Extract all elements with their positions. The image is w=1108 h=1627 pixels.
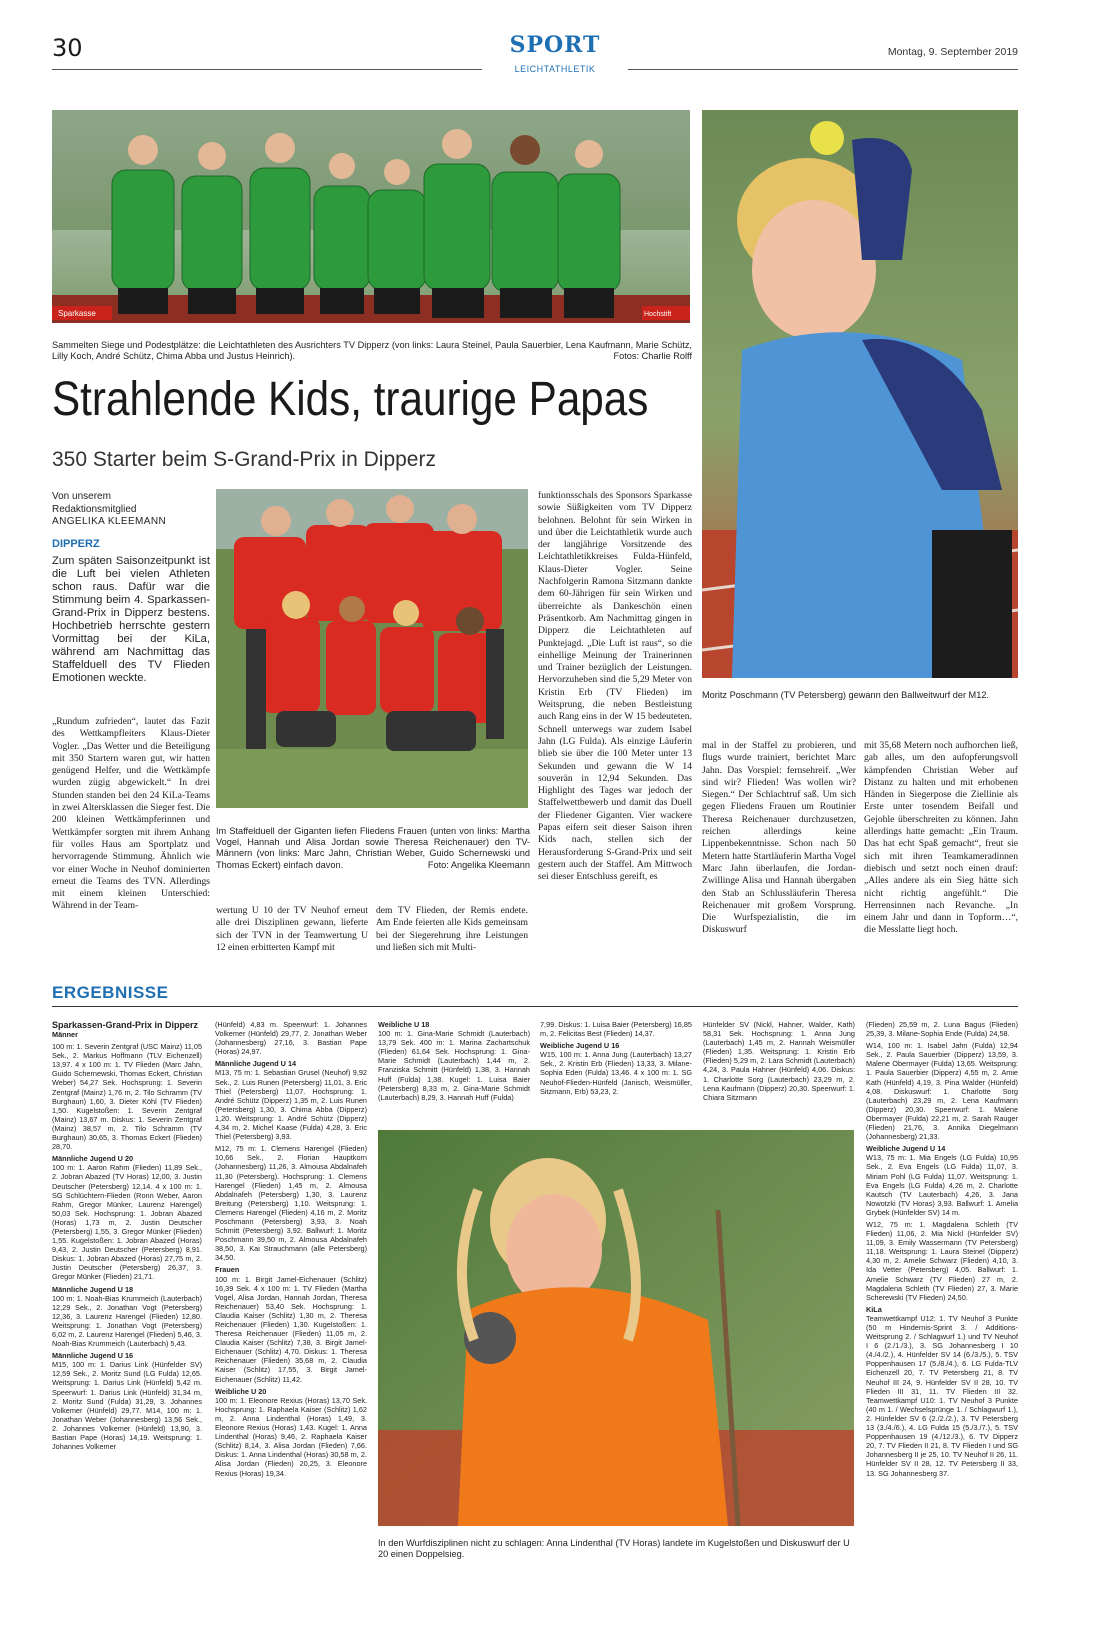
results-head: Frauen (215, 1265, 240, 1275)
results-col6 (866, 1020, 1018, 1560)
results-col1-block (52, 1042, 202, 1151)
byline-author: ANGELIKA KLEEMANN (52, 516, 167, 527)
byline (52, 491, 212, 529)
results-text: M12, 75 m: 1. Clemens Harengel (Flieden) 10,66 Sek., 2. Florian Hauptkorn (Johannesberg) 11,26, 3. Almousa Abdalnafeh 11,30 (Petersberg). Hochsprung: 1. Clemens Harengel (Flieden) 1,45 m, 2. Almousa Abdalnafeh (Petersberg) 1,30, 3. Laurenz Breitung (Petersberg) 1,10. Weitsprung: 1. Clemens Harengel (Flieden) 4,16 m, 2. Moritz Poschmann (Petersberg) 3,93, 3. Noah Schmitt (Petersberg) 3,92. Ballwurf: 1. Moritz Poschmann 39,50 m, 2. Almousa Abdalnafeh 38,50, 3. Kai Strauchmann (alle Petersberg) 34,50. (215, 1144, 367, 1263)
results-col4-block (540, 1020, 692, 1038)
results-text: W14, 100 m: 1. Isabel Jahn (Fulda) 12,94 Sek., 2. Paula Sauerbier (Dipperz) 13,59, 3. Malene Obermayer (Fulda) 13,65. Weitsprung: 1. Paula Sauerbier (Dipperz) 4,55 m, 2. Amie Kath (Hünfeld) 4,19, 3. Pina Walder (Hünfeld) 4,08. Diskuswurf: 1. Charlotte Sorg (Lauterbach) 23,29 m, 2. Lena Kaufmann (Dipperz) 20,30. Speerwurf: 1. Malene Obermayer (Fulda) 22,21 m, 2. Sarah Rauger (Flieden) 21,76, 3. Annika Diegelmann (Johannesberg) 21,33. (866, 1041, 1018, 1142)
results-head: Männliche Jugend U 18 (52, 1284, 134, 1294)
photo-staffel-image (216, 489, 528, 808)
results-col3 (378, 1020, 530, 1120)
results-col6-block (866, 1305, 1018, 1478)
results-text: (Flieden) 25,59 m, 2. Luna Bagus (Flieden) 25,39, 3. Milane-Sophia Ende (Fulda) 24,58. (866, 1020, 1018, 1039)
article-col2-body: wertung U 10 der TV Neuhof erneut alle drei Disziplinen gewann, lieferte sich der TVN in der Teamwertung U 12 einen erbitterten Kampf mit (216, 905, 368, 953)
dateline: DIPPERZ (52, 538, 100, 550)
photo-shot-put (378, 1130, 854, 1526)
results-col2-block (215, 1059, 367, 1141)
article-headline: Strahlende Kids, traurige Papas (52, 373, 649, 426)
page-number: 30 (52, 34, 83, 62)
results-text: W13, 75 m: 1. Mia Engels (LG Fulda) 10,95 Sek., 2. Eva Engels (LG Fulda) 11,07, 3. Miriam Pohl (LG Fulda) 11,07. Weitsprung: 1. Eva Engels (LG Fulda) 4,26 m, 2. Charlotte Kautsch (TV Lauterbach) 4,26, 3. Jana Nowotzki (TV Horas) 3,93. Ballwurf: 1. Amelia Grybek (Hünfelder SV) 14 m. (866, 1153, 1018, 1217)
results-col1-block (52, 1020, 202, 1039)
article-col4-body: funktionsschals des Sponsors Sparkasse sowie Süßigkeiten vom TV Dipperz belohnen. Belohnt für sein Wirken in und über die Leichtathletik wurde auch der langjährige Vorsitzende des Leichtathletikkreises Fulda-Hünfeld, Klaus-Dieter Vogler. Seine Nachfolgerin Ramona Sitzmann dankte dem 60-Jährigen für sein Wirken und überreichte als Dankeschön einen Präsentkorb. Am Nachmittag gingen in Dipperz die Leichtathleten auf Punktejagd. „Die Luft ist raus“, so die einhellige Meinung der Trainerinnen und Trainer bezüglich der Leistungen. Hervorzuheben sind die 5,29 Meter von Kristin Erb (TV Flieden) im Weitsprung, die neben Bestleistung auch Rang eins in der W 15 bedeuteten. Schnell unterwegs war zudem Isabel Jahn (LG Fulda). Als einzige Läuferin blieb sie über die 100 Meter unter 13 Sekunden und gewann die W 14 souverän in 12,94 Sekunden. Das Highlight des Tages war jedoch der Staffelwettbewerb und damit das Duell der Fliedener Giganten. Vier wackere Papas eifern seit dieser Saison ihren Kids nach, stellen sich der Herausforderung S-Grand-Prix und seit gestern auch der Staffel. Am Mittwoch sei dieser Entschluss gereift, es (538, 490, 692, 883)
results-col2 (215, 1020, 367, 1560)
photo-staffel-credit: Foto: Angelika Kleemann (427, 859, 530, 870)
results-text: M15, 100 m: 1. Darius Link (Hünfelder SV) 12,59 Sek., 2. Moritz Sund (LG Fulda) 12,65. Weitsprung: 1. Darius Link (Hünfeld) 5,42 m. Speerwurf: 1. Darius Link (Hünfeld) 31,34 m, 2. Moritz Sund (Fulda) 31,29, 3. Johannes Volkemer (Hünfeld) 29,77. M14, 100 m: 1. Jonathan Weber (Johannesberg) 13,56 Sek., 2. Johannes Volkemer (Hünfeld) 13,90, 3. Bastian Pape (Horas) 14,19. Weitsprung: 1. Johannes Volkemer (52, 1360, 202, 1452)
results-text: Hünfelder SV (Nickl, Hahner, Walder, Kath) 58,31 Sek. Hochsprung: 1. Anna Jung (Lauterbach) 1,45 m, 2. Hannah Weismüller (Flieden) 1,35. Weitsprung: 1. Kristin Erb (Flieden) 5,29 m, 2. Lara Schmidt (Lauterbach) 4,24, 3. Paula Hahner (Hünfeld) 4,06. Diskus: 1. Charlotte Sorg (Lauterbach) 23,29 m, 2. Lena Kaufmann (Dipperz) 20,30. Speerwurf: 1. Chiara Sitzmann (703, 1020, 855, 1102)
results-head: Weibliche Jugend U 16 (540, 1041, 620, 1051)
results-text: 100 m: 1. Severin Zentgraf (USC Mainz) 11,05 Sek., 2. Markus Hoffmann (TLV Eichenzell) 13,97. 4 x 100 m: 1. TV Flieden (Marc Jahn, Guido Schernewski, Thomas Eckert, Christian Weber) 54,27 Sek. Hochsprung: 1. Severin Zentgraf (Mainz) 1,76 m, 2. Tilo Schramm (TV Burghaun) 1,60, 3. Dieter Köhl (TV Flieden) 1,50. Kugelstoßen: 1. Severin Zentgraf (Mainz) 13,67 m. Diskus: 1. Severin Zentgraf (Mainz) 38,57 m, 2. Tilo Schramm (TV Burghaun) 30,65, 3. Thomas Eckert (Flieden) 28,70. (52, 1042, 202, 1152)
article-col5-body: mal in der Staffel zu probieren, und flugs wurde trainiert, berichtet Marc Jahn. Das Vorspiel: fernsehreif. „Wer sind wir? Flieden! Was wollen wir? Siegen.“ Der Schlachtruf saß. Um sich gegen Fliedens Frauen um Routinier Theresa Reichenauer durchzusetzen, reichen allerdings keine Lippenbekenntnisse. Schon nach 50 Metern hatte Startläuferin Martha Vogel Marc Jahn überlaufen, die Jordan-Zwillinge Alisa und Hannah übergaben den Stab an Schlussläuferin Theresa Reichenauer mit großem Vorsprung. Die Wurfspezialistin, die im Diskuswurf (702, 740, 856, 936)
results-col6-block (866, 1144, 1018, 1217)
photo-top-caption-text: Sammelten Siege und Podestplätze: die Leichtathleten des Ausrichters TV Dipperz (von links: Laura Steinel, Paula Sauerbier, Lena Kaufmann, Marie Schütz, Lilly Koch, André Schütz, Chima Abba und Justus Heinrich). (52, 340, 692, 362)
photo-top-credit: Fotos: Charlie Rolff (613, 351, 692, 362)
results-text: 100 m: 1. Birgit Jamel-Eichenauer (Schlitz) 16,39 Sek. 4 x 100 m: 1. TV Flieden (Martha Vogel, Alisa Jordan, Hannah Jordan, Theresa Reichenauer) 53,40 Sek. Hochsprung: 1. Claudia Kaiser (Schlitz) 1,30 m, 2. Theresa Reichenauer (Flieden) 1,30. Kugelstoßen: 1. Theresa Reichenauer (Flieden) 11,05 m, 2. Claudia Kaiser (Schlitz) 7,38, 3. Birgit Jamel-Eichenauer (Schlitz) 4,70. Diskus: 1. Theresa Reichenauer (Flieden) 35,68 m, 2. Claudia Kaiser (Schlitz) 17,55, 3. Birgit Jamel-Eichenauer (Schlitz) 11,42. (215, 1274, 367, 1384)
results-col1-block (52, 1351, 202, 1451)
photo-team-dipperz-image (52, 110, 690, 323)
byline-line-1: Von unserem (52, 491, 111, 502)
results-col2-block (215, 1265, 367, 1383)
results-col5-block (703, 1020, 855, 1102)
results-col4-block (540, 1041, 692, 1096)
results-col3-block (378, 1020, 530, 1102)
subsection-title: LEICHTATHLETIK (514, 64, 596, 74)
results-head: Weibliche U 18 (378, 1020, 430, 1029)
article-col6-body: mit 35,68 Metern noch aufhorchen ließ, gab alles, um den aufopferungsvoll kämpfenden Christian Weber auf Distanz zu halten und mit erhobenen Händen in Siegerpose die Ziellinie als Erste unter tosendem Beifall und Gejohle überschreiten zu können. Jahn allerdings hatte gemacht: „Ein Traum. Das hat echt Spaß gemacht“, freut sie sich mit ihren Teamkameradinnen diebisch und setzt noch einen drauf: „Alles andere als ein Sieg hätte sich nicht richtig angefühlt.“ Die Herrensinnen nach Revanche. „In einem Jahr und dann in Topform…“, die Messlatte liegt hoch. (864, 740, 1018, 936)
photo-staffel (216, 489, 528, 808)
results-text: 7,99. Diskus: 1. Luisa Baier (Petersberg) 16,85 m, 2. Felicitas Best (Flieden) 14,37. (540, 1020, 692, 1039)
photo-shot-caption: In den Wurfdisziplinen nicht zu schlagen: Anna Lindenthal (TV Horas) landete im Kugelstoßen und Diskuswurf der U 20 einen Doppelsieg. (378, 1538, 850, 1560)
results-col2-block (215, 1144, 367, 1262)
results-text: 100 m: 1. Noah-Bias Krummeich (Lauterbach) 12,29 Sek., 2. Jonathan Vogt (Petersberg) 12,36, 3. Laurenz Harengel (Flieden) 12,80. Weitsprung: 1. Jonathan Vogt (Petersberg) 6,02 m, 2. Laurenz Harengel (Flieden) 5,46, 3. Noah-Bias Krummeich (Lauterbach) 5,43. (52, 1293, 202, 1349)
banner-right-text: Hochstift (644, 311, 672, 318)
results-text: 100 m: 1. Gina-Marie Schmidt (Lauterbach) 13,79 Sek. 400 m: 1. Marina Zachartschuk (Flieden) 61,64 Sek. Hochsprung: 1. Gina-Marie Schmidt (Lauterbach) 1,44 m, 2. Franziska Schmitt (Hünfeld) 1,38, 3. Hannah Huff (Fulda) 1,38. Kugel: 1. Luisa Baier (Petersberg) 8,33 m, 2. Gina-Marie Schmidt (Lauterbach) 8,29, 3. Hannah Huff (Fulda) (378, 1029, 530, 1102)
article-col3-body: dem TV Flieden, der Remis endete. Am Ende feierten alle Kids gemeinsam bei der Siegerehrung ihre Leistungen und ließen sich mit Multi- (376, 905, 528, 953)
results-text: W15, 100 m: 1. Anna Jung (Lauterbach) 13,27 Sek., 2. Kristin Erb (Flieden) 13,33, 3. Milane-Sophia Eden (Fulda) 13,46. 4 x 100 m: 1. SG Neuhof-Flieden-Hünfeld (Janisch, Weismüller, Sitzmann, Erb) 53,23, 2. (540, 1050, 692, 1096)
results-col6-block (866, 1020, 1018, 1038)
results-head: Weibliche Jugend U 14 (866, 1144, 946, 1154)
results-col2-block (215, 1387, 367, 1478)
results-col1-block (52, 1285, 202, 1349)
results-title: ERGEBNISSE (52, 983, 169, 1002)
photo-top-caption (52, 340, 692, 362)
photo-ball-caption: Moritz Poschmann (TV Petersberg) gewann den Ballweitwurf der M12. (702, 690, 989, 700)
article-subheadline: 350 Starter beim S-Grand-Prix in Dipperz (52, 448, 436, 471)
results-head: Männliche Jugend U 14 (215, 1059, 297, 1069)
results-col6-block (866, 1220, 1018, 1302)
results-text: (Hünfeld) 4,83 m. Speerwurf: 1. Johannes Volkemer (Hünfeld) 29,77, 2. Jonathan Weber (Johannesberg) 27,16, 3. Bastian Pape (Horas) 24,97. (215, 1020, 367, 1057)
results-col1-block (52, 1154, 202, 1281)
photo-team-dipperz (52, 110, 690, 323)
results-col1 (52, 1020, 202, 1560)
results-col4 (540, 1020, 692, 1120)
photo-staffel-caption (216, 826, 530, 871)
results-text: M13, 75 m: 1. Sebastian Grusel (Neuhof) 9,92 Sek., 2. Luis Runen (Petersberg) 11,01, 3. Eric Thiel (Petersberg) 11,07. Hochsprung: 1. André Schütz (Dipperz) 1,35 m, 2. Luis Runen (Petersberg) 1,30, 3. Chima Abba (Dipperz) 1,20. Weitsprung: 1. André Schütz (Dipperz) 4,34 m, 2. Michel Kaase (Fulda) 4,28, 3. Eric Thiel (Petersberg) 3,93. (215, 1068, 367, 1142)
results-text: Teamwettkampf U12: 1. TV Neuhof 3 Punkte (50 m Hindernis-Sprint 3. / Additions-Weitsprung 2. / Schlagwurf 1.) und TV Neuhof I 6 (2./1./3.), 3. SG Johannesberg I 10 (4./4./2.), 4. Hünfelder SV 14 (6./3./5.), 5. TSV Poppenhausen 17 (5./8./4.), 6. LG Fulda-TLV Eichenzell 20, 7. TV Petersberg 21, 8. TV Neuhof III 24, 9. Hünfelder SV II 28, 10. TV Flieden III 31, 11. TV Flieden III 32. Teamwettkampf U10: 1. TV Neuhof 3 Punkte (40 m 1. / Wechselsprünge 1. / Schlagwurf 1.), 2. Hünfelder SV 6 (2./2./2.), 3. TV Petersberg 13 (3./4./6.), 4. LG Fulda 15 (5./3./7.), 5. TSV Poppenhausen 19 (4./12./3.), 6. TV Dipperz 20, 7. TV Flieden II 21, 8. TV Flieden I und SG Johannesberg II je 25, 10. TV Neuhof II 26, 11. Hünfelder SV II 28, 12. TV Petersberg II 33, 13. SG Johannesberg 37. (866, 1313, 1018, 1478)
results-head: Sparkassen-Grand-Prix in Dipperz (52, 1020, 199, 1030)
results-col2-block (215, 1020, 367, 1056)
section-title: SPORT (509, 32, 601, 58)
article-col1-body: „Rundum zufrieden“, lautet das Fazit des Wettkampfleiters Klaus-Dieter Vogler. „Das Wetter und die Beteiligung mit 350 Startern waren gut, wir hatten genügend Helfer, und die Wettkämpfe wurden zügig abgewickelt.“ In drei Stunden standen bei den 24 KiLa-Teams in zwei Altersklassen die Sieger fest. Die 200 kleinen Wettkämpferinnen und Wettkämpfer sorgten mit ihrem Anhang für volles Haus am Sportplatz und hervorragende Stimmung. Ähnlich wie vor einer Woche in Neuhof dominierten erneut die Teams des TVN. Allerdings mit einem kleinen Unterschied: Während in der Team- (52, 716, 210, 912)
results-head: Weibliche U 20 (215, 1386, 267, 1396)
results-text: 100 m: 1. Aaron Rahm (Flieden) 11,89 Sek., 2. Jobran Abazed (TV Horas) 12,00, 3. Justin Deutscher (Petersberg) 12,14. 4 x 100 m: 1. SG Schlüchtern-Flieden (Ronn Weber, Aaron Rahm, Gregor Münker, Laurenz Harengel) 50,03 Sek. Hochsprung: 1. Jobran Abazed (Horas) 1,73 m, 2. Justin Deutscher (Petersberg) 1,55, 3. Gregor Münker (Flieden) 1,55. Kugelstoßen: 1. Jobran Abazed (Horas) 9,43, 2. Justin Deutscher (Petersberg) 8,91. Diskus: 1. Jobran Abazed (Horas) 27,75 m, 2. Justin Deutscher (Petersberg) 26,37, 3. Gregor Münker (Flieden) 21,71. (52, 1163, 202, 1282)
section-rule-left (52, 69, 482, 70)
photo-ball-throw (702, 110, 1018, 678)
section-rule-right (628, 69, 1018, 70)
byline-line-2: Redaktionsmitglied (52, 503, 137, 515)
banner-left-text: Sparkasse (58, 309, 96, 318)
results-head: Männliche Jugend U 16 (52, 1351, 134, 1361)
results-rule (52, 1006, 1018, 1007)
results-text: W12, 75 m: 1. Magdalena Schleth (TV Flieden) 11,06, 2. Mia Nickl (Hünfelder SV) 11,09, 3. Emily Wassermann (TV Petersberg) 11,18. Weitsprung: 1. Laura Steinel (Dipperz) 4,30 m, 2. Amelie Schwarz (Flieden) 4,10, 3. Ida Vetter (Petersberg) 4,05. Ballwurf: 1. Amelie Schwarz (TV Flieden) 27 m, 2. Magdalena Schleth (TV Flieden) 27, 3. Marie Scherewski (TV Flieden) 24,50. (866, 1219, 1018, 1302)
results-col5 (703, 1020, 855, 1120)
photo-ball-throw-image (702, 110, 1018, 678)
results-head: KiLa (866, 1304, 882, 1314)
page-date: Montag, 9. September 2019 (887, 46, 1018, 58)
results-text: Männer (52, 1030, 78, 1039)
photo-shot-put-image (378, 1130, 854, 1526)
results-head: Männliche Jugend U 20 (52, 1154, 134, 1164)
article-lead: Zum späten Saisonzeitpunkt ist die Luft bei vielen Athleten schon raus. Dafür war die Stimmung beim 4. Sparkassen-Grand-Prix in Dipperz bestens. Hochbetrieb herrschte gestern Vormittag bei der KiLa, während am Nachmittag das Staffelduell des TV Flieden Emotionen weckte. (52, 555, 210, 684)
results-col6-block (866, 1041, 1018, 1141)
photo-staffel-caption-text: Im Staffelduell der Giganten liefen Fliedens Frauen (unten von links: Martha Vogel, Hannah und Alisa Jordan sowie Theresa Reichenauer) den TV-Männern (von links: Marc Jahn, Christian Weber, Guido Schernewski und Thomas Eckert) einfach davon. (216, 826, 530, 870)
results-text: 100 m: 1. Eleonore Rexius (Horas) 13,70 Sek. Hochsprung: 1. Raphaela Kaiser (Schlitz) 1,62 m, 2. Anna Lindenthal (Horas) 1,49, 3. Eleonore Rexius (Horas) 1,43. Kugel: 1. Anna Lindenthal (Horas) 9,46, 2. Raphaela Kaiser (Schlitz) 8,14, 3. Alisa Jordan (Flieden) 7,66. Diskus: 1. Anna Lindenthal (Horas) 30,58 m, 2. Alisa Jordan (Flieden) 20,25, 3. Eleonore Rexius (Horas) 19,34. (215, 1395, 367, 1478)
